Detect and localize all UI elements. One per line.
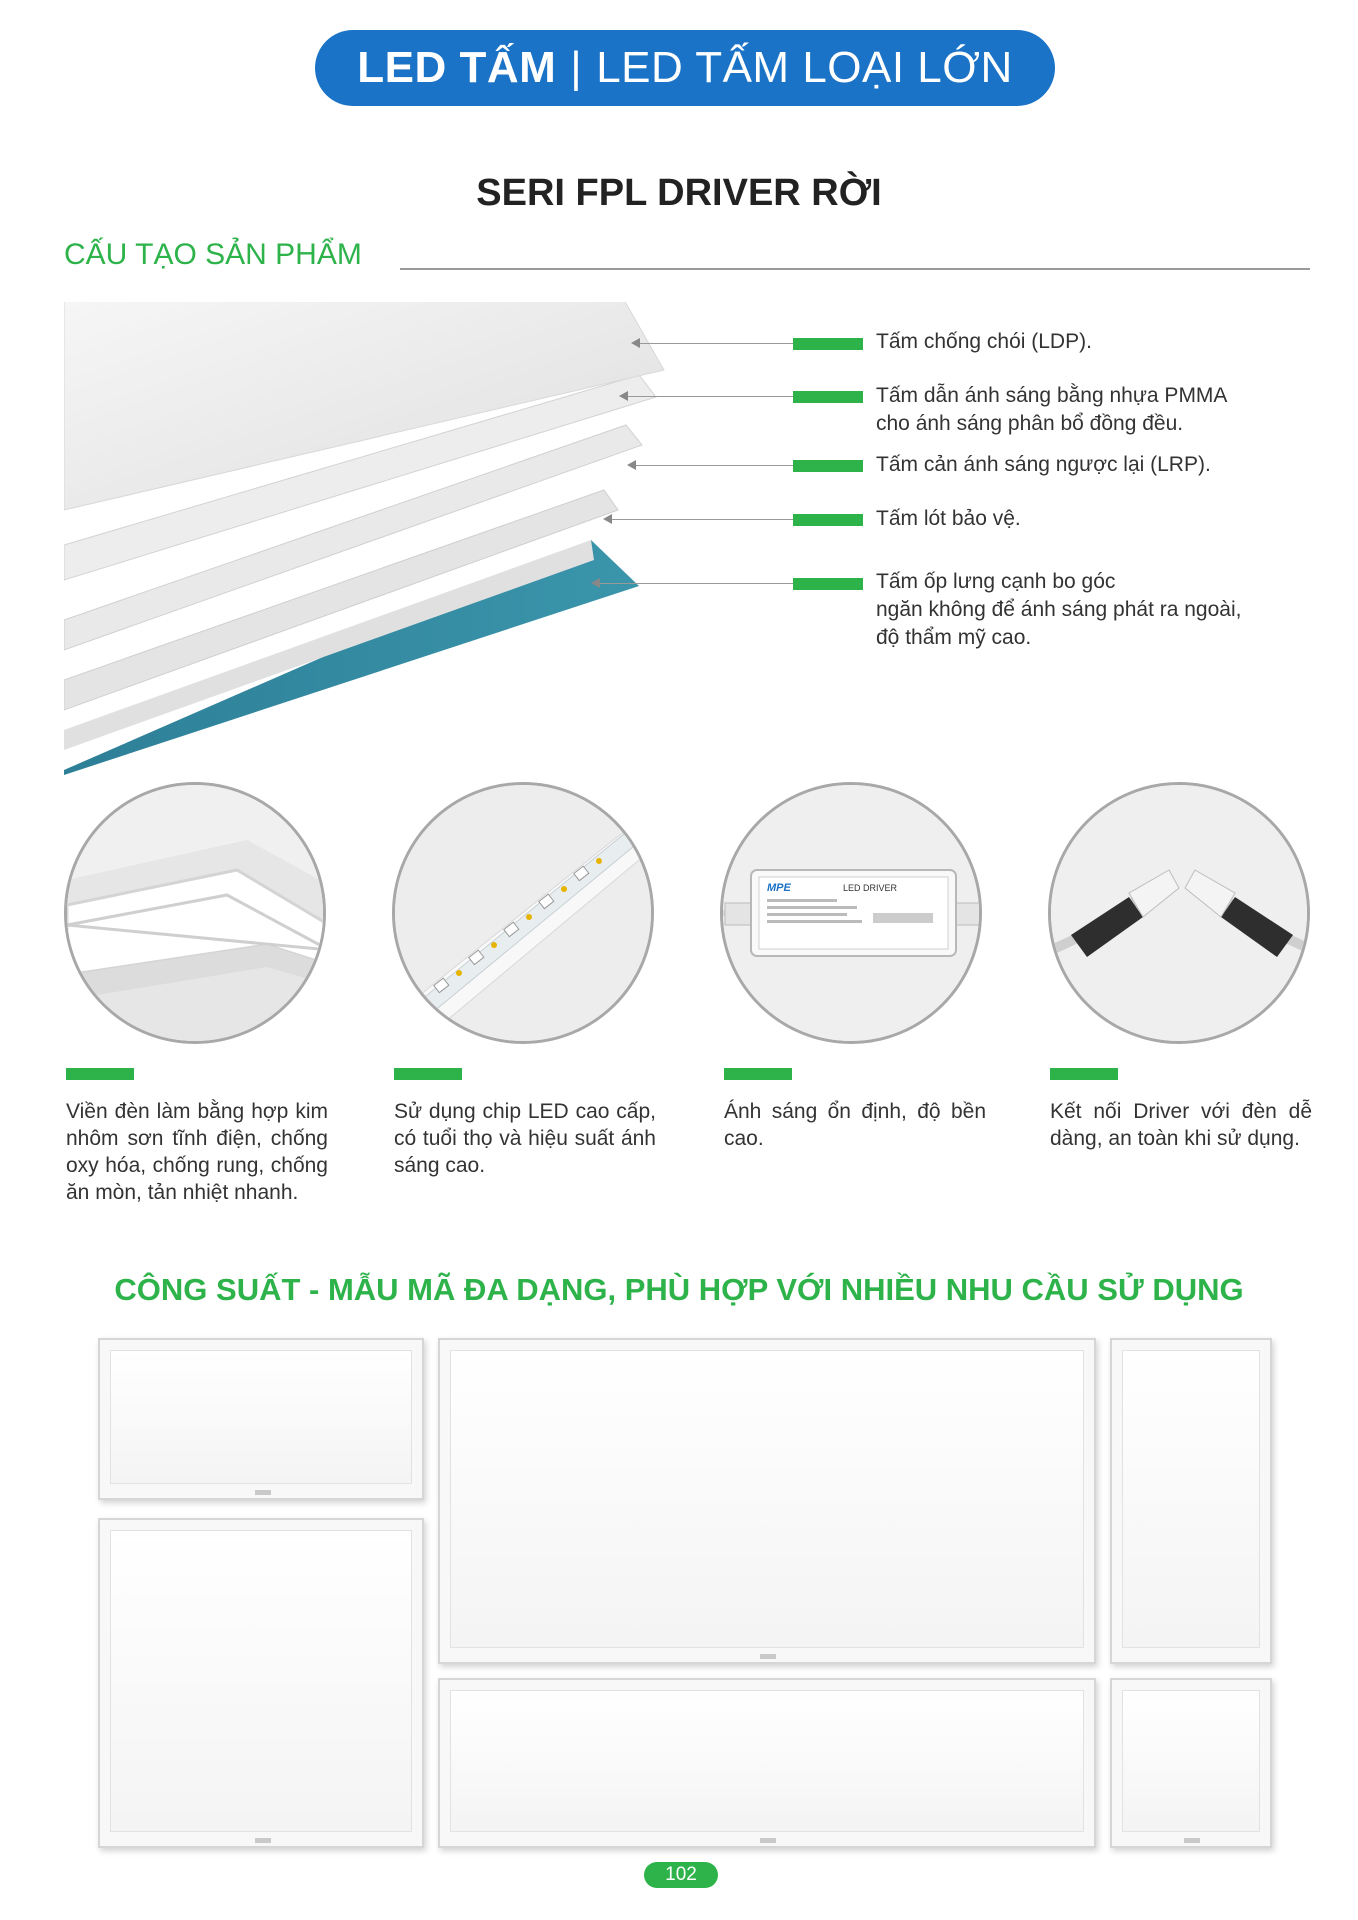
layer-label-back-plate: Tấm ốp lưng cạnh bo góc ngăn không để ánh sáng phát ra ngoài, độ thẩm mỹ cao. — [876, 570, 1242, 649]
cable-connector-icon — [1048, 782, 1310, 1044]
callout-marker — [793, 578, 863, 590]
feature-marker — [724, 1068, 792, 1080]
panel-photo-large — [438, 1338, 1096, 1664]
feature-marker — [394, 1068, 462, 1080]
aluminum-frame-corner-icon — [64, 782, 326, 1044]
arrow-icon — [603, 514, 612, 524]
panel-photo-square — [98, 1518, 424, 1848]
arrow-icon — [619, 391, 628, 401]
feature-connector-text: Kết nối Driver với đèn dễ dàng, an toàn khi sử dụng. — [1050, 1100, 1312, 1150]
arrow-icon — [627, 460, 636, 470]
feature-frame-text: Viền đèn làm bằng hợp kim nhôm sơn tĩnh điện, chống oxy hóa, chống rung, chống ăn mòn, tản nhiệt nhanh. — [66, 1100, 328, 1204]
feature-marker — [1050, 1068, 1118, 1080]
panel-photo-small-horizontal — [98, 1338, 424, 1500]
driver-label: LED DRIVER — [843, 883, 898, 893]
arrow-icon — [631, 338, 640, 348]
section-divider — [400, 268, 1310, 270]
subcategory-label: LED TẤM LOẠI LỚN — [596, 43, 1013, 92]
category-header — [315, 30, 1055, 106]
callout-marker — [793, 514, 863, 526]
layer-label-liner: Tấm lót bảo vệ. — [876, 507, 1021, 530]
panel-photo-long — [438, 1678, 1096, 1848]
structure-section-title: CẤU TẠO SẢN PHẨM — [64, 238, 362, 271]
panel-photo-small-square — [1110, 1678, 1272, 1848]
series-title: SERI FPL DRIVER RỜI — [476, 172, 882, 214]
led-chip-strip-icon — [392, 782, 654, 1044]
arrow-icon — [591, 578, 600, 588]
callout-marker — [793, 460, 863, 472]
power-section-title: CÔNG SUẤT - MẪU MÃ ĐA DẠNG, PHÙ HỢP VỚI NHIỀU NHU CẦU SỬ DỤNG — [114, 1272, 1244, 1307]
layer-label-anti-glare: Tấm chống chói (LDP). — [876, 330, 1092, 353]
callout-line-liner — [612, 519, 793, 520]
panel-photo-vertical — [1110, 1338, 1272, 1664]
callout-line-light-guide — [628, 396, 793, 397]
page-number: 102 — [644, 1862, 718, 1888]
header-separator: | — [570, 43, 583, 92]
driver-brand: MPE — [767, 882, 791, 894]
callout-line-back-plate — [600, 583, 793, 584]
callout-line-reflector — [636, 465, 793, 466]
callout-marker — [793, 338, 863, 350]
feature-chip-text: Sử dụng chip LED cao cấp, có tuổi thọ và hiệu suất ánh sáng cao. — [394, 1100, 656, 1177]
callout-marker — [793, 391, 863, 403]
feature-driver-text: Ánh sáng ổn định, độ bền cao. — [724, 1100, 986, 1150]
led-driver-box-icon — [720, 782, 982, 1044]
panel-layers-illustration — [64, 300, 704, 775]
layer-label-reflector: Tấm cản ánh sáng ngược lại (LRP). — [876, 453, 1211, 476]
category-label: LED TẤM — [357, 43, 557, 92]
callout-line-anti-glare — [640, 343, 793, 344]
layer-label-light-guide: Tấm dẫn ánh sáng bằng nhựa PMMA cho ánh sáng phân bổ đồng đều. — [876, 384, 1228, 435]
feature-marker — [66, 1068, 134, 1080]
